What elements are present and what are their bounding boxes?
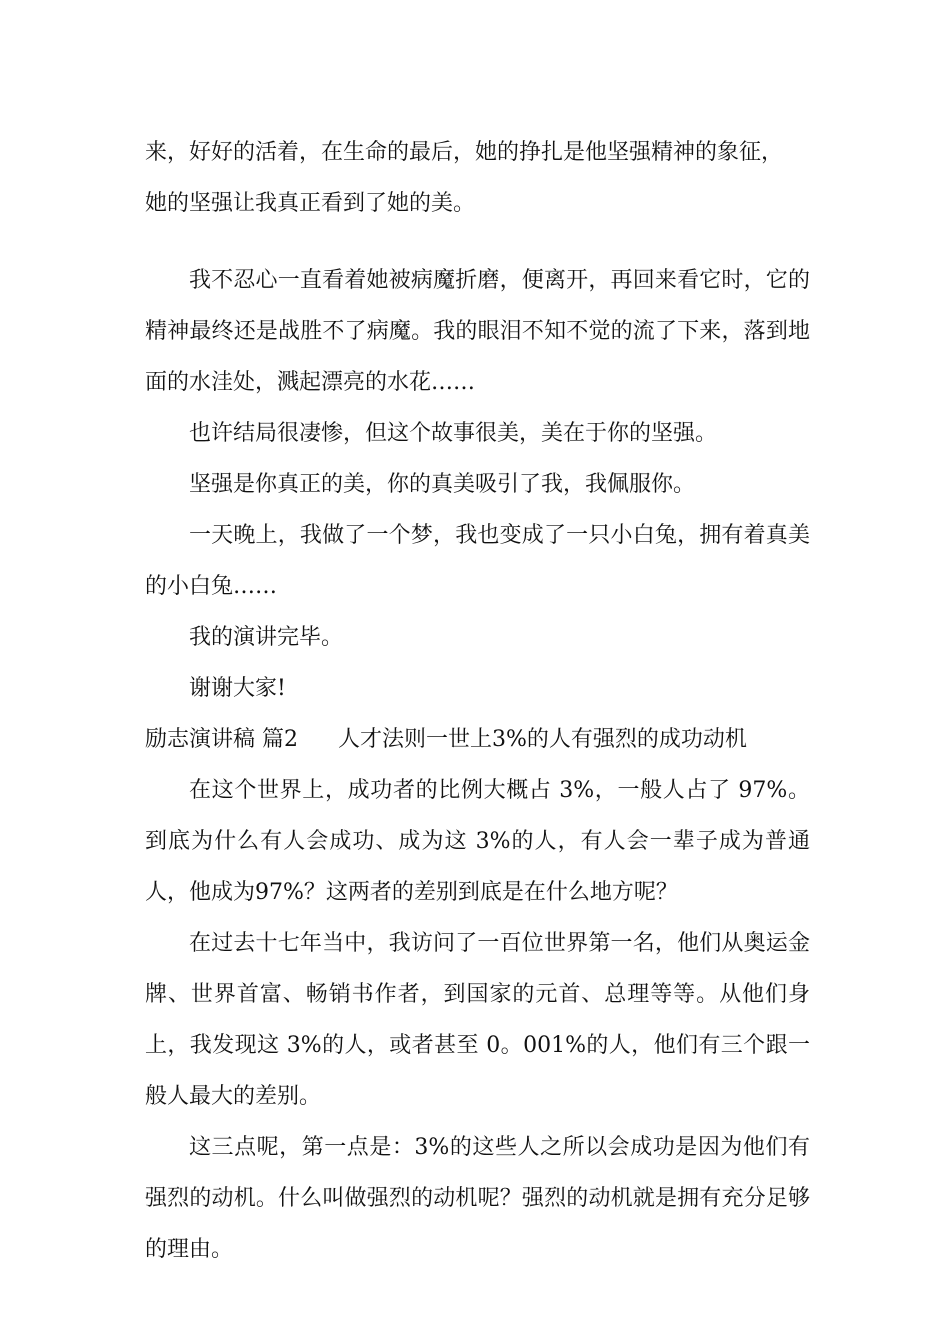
paragraph-continuation — [145, 127, 810, 229]
document-body — [145, 127, 810, 1275]
section-title: 人才法则一世上3%的人有强烈的成功动机 — [338, 727, 747, 752]
paragraph: 谢谢大家! — [189, 676, 286, 701]
paragraph: 在过去十七年当中，我访问了一百位世界第一名，他们从奥运金牌、世界首富、畅销书作者，到国家的元首、总理等等。从他们身上，我发现这 3%的人，或者甚至 0。001%的人，他们有三个跟一般人最大的差别。 — [145, 931, 810, 1109]
paragraph-line: 来，好好的活着，在生命的最后，她的挣扎是他坚强精神的象征， — [145, 140, 784, 165]
paragraph: 这三点呢，第一点是：3%的这些人之所以会成功是因为他们有强烈的动机。什么叫做强烈的动机呢？强烈的动机就是拥有充分足够的理由。 — [145, 1135, 810, 1262]
paragraph: 在这个世界上，成功者的比例大概占 3%，一般人占了 97%。到底为什么有人会成功、成为这 3%的人，有人会一辈子成为普通人，他成为97%？这两者的差别到底是在什么地方呢？ — [145, 778, 810, 905]
paragraph: 我不忍心一直看着她被病魔折磨，便离开，再回来看它时，它的精神最终还是战胜不了病魔。我的眼泪不知不觉的流了下来，落到地面的水洼处，溅起漂亮的水花…… — [145, 268, 810, 395]
paragraph: 一天晚上，我做了一个梦，我也变成了一只小白兔，拥有着真美的小白兔…… — [145, 523, 810, 599]
paragraph: 坚强是你真正的美，你的真美吸引了我，我佩服你。 — [189, 472, 696, 497]
paragraph-line: 她的坚强让我真正看到了她的美。 — [145, 191, 476, 216]
section-label: 励志演讲稿 篇2 — [145, 727, 298, 752]
paragraph: 也许结局很凄惨，但这个故事很美，美在于你的坚强。 — [189, 421, 718, 446]
section-heading — [145, 714, 810, 765]
paragraph: 我的演讲完毕。 — [189, 625, 344, 650]
